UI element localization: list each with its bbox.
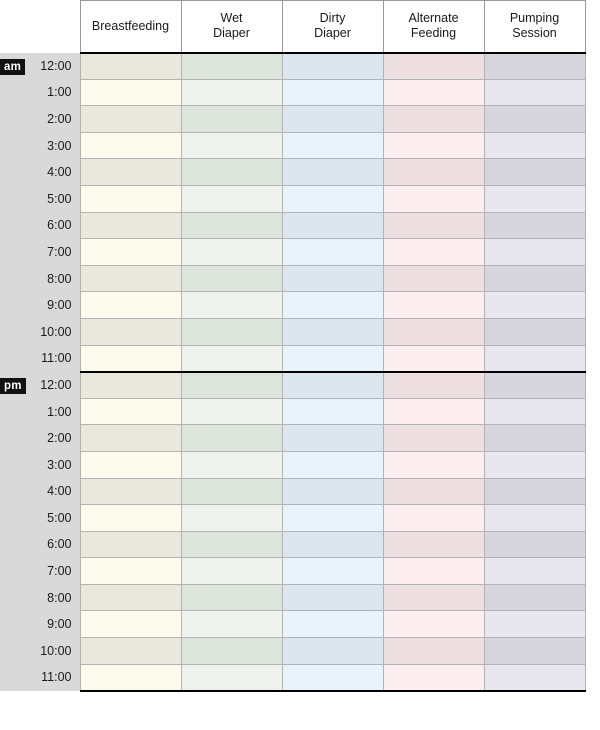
table-row [0, 106, 585, 133]
time-label: 12:00 [28, 53, 80, 80]
log-cell[interactable] [181, 584, 282, 611]
period-cell [0, 451, 28, 478]
log-cell[interactable] [383, 79, 484, 106]
log-cell[interactable] [80, 451, 181, 478]
log-cell[interactable] [80, 265, 181, 292]
time-label: 9:00 [28, 611, 80, 638]
log-cell[interactable] [181, 185, 282, 212]
log-cell[interactable] [484, 664, 585, 691]
log-cell[interactable] [80, 318, 181, 345]
log-cell[interactable] [484, 239, 585, 266]
log-cell[interactable] [282, 611, 383, 638]
log-cell[interactable] [383, 398, 484, 425]
time-label: 4:00 [28, 478, 80, 505]
log-cell[interactable] [181, 398, 282, 425]
log-cell[interactable] [383, 531, 484, 558]
log-cell[interactable] [484, 611, 585, 638]
log-cell[interactable] [484, 398, 585, 425]
table-row [0, 265, 585, 292]
log-cell[interactable] [282, 132, 383, 159]
log-cell[interactable] [181, 425, 282, 452]
log-cell[interactable] [181, 53, 282, 80]
log-cell[interactable] [80, 398, 181, 425]
log-cell[interactable] [383, 611, 484, 638]
column-header-wet-diaper [181, 1, 282, 53]
column-header-dirty-diaper [282, 1, 383, 53]
period-cell [0, 584, 28, 611]
table-row [0, 372, 585, 399]
log-cell[interactable] [282, 505, 383, 532]
log-cell[interactable] [80, 505, 181, 532]
log-cell[interactable] [181, 531, 282, 558]
log-cell[interactable] [181, 132, 282, 159]
table-row [0, 451, 585, 478]
log-cell[interactable] [484, 79, 585, 106]
period-cell [0, 505, 28, 532]
log-cell[interactable] [80, 425, 181, 452]
period-cell [0, 159, 28, 186]
period-cell [0, 611, 28, 638]
log-cell[interactable] [181, 106, 282, 133]
log-cell[interactable] [383, 318, 484, 345]
period-cell [0, 292, 28, 319]
log-cell[interactable] [484, 212, 585, 239]
log-cell[interactable] [484, 159, 585, 186]
period-cell [0, 79, 28, 106]
period-cell [0, 372, 28, 399]
time-label: 1:00 [28, 398, 80, 425]
table-row [0, 53, 585, 80]
time-label: 5:00 [28, 505, 80, 532]
table-row [0, 664, 585, 691]
log-cell[interactable] [80, 584, 181, 611]
log-cell[interactable] [484, 292, 585, 319]
column-header-line: Breastfeeding [91, 18, 170, 33]
time-label: 3:00 [28, 451, 80, 478]
log-cell[interactable] [484, 478, 585, 505]
log-cell[interactable] [80, 292, 181, 319]
log-cell[interactable] [383, 239, 484, 266]
log-cell[interactable] [181, 265, 282, 292]
log-cell[interactable] [181, 638, 282, 665]
column-header-breastfeeding [80, 1, 181, 53]
log-cell[interactable] [282, 478, 383, 505]
period-cell [0, 185, 28, 212]
log-cell[interactable] [282, 292, 383, 319]
table-row [0, 239, 585, 266]
period-cell [0, 106, 28, 133]
log-cell[interactable] [80, 478, 181, 505]
log-cell[interactable] [282, 185, 383, 212]
time-label: 10:00 [28, 638, 80, 665]
time-label: 5:00 [28, 185, 80, 212]
log-cell[interactable] [282, 53, 383, 80]
period-cell [0, 265, 28, 292]
log-cell[interactable] [181, 505, 282, 532]
column-header-line: Pumping [509, 11, 560, 26]
log-cell[interactable] [383, 265, 484, 292]
log-cell[interactable] [282, 79, 383, 106]
log-cell[interactable] [484, 185, 585, 212]
log-cell[interactable] [80, 185, 181, 212]
period-cell [0, 638, 28, 665]
table-row [0, 584, 585, 611]
table-row [0, 531, 585, 558]
log-cell[interactable] [282, 159, 383, 186]
log-cell[interactable] [80, 611, 181, 638]
column-header-line: Diaper [314, 26, 351, 41]
log-cell[interactable] [181, 451, 282, 478]
time-label: 6:00 [28, 212, 80, 239]
table-row [0, 345, 585, 372]
log-cell[interactable] [383, 53, 484, 80]
log-cell[interactable] [484, 265, 585, 292]
time-label: 7:00 [28, 558, 80, 585]
log-cell[interactable] [383, 372, 484, 399]
time-label: 2:00 [28, 106, 80, 133]
log-cell[interactable] [484, 584, 585, 611]
log-cell[interactable] [484, 318, 585, 345]
corner-cell-time [28, 1, 80, 53]
column-header-pumping-session [484, 1, 585, 53]
period-cell [0, 132, 28, 159]
log-cell[interactable] [181, 345, 282, 372]
log-cell[interactable] [181, 292, 282, 319]
period-cell [0, 531, 28, 558]
log-cell[interactable] [383, 106, 484, 133]
period-cell [0, 239, 28, 266]
table-row [0, 611, 585, 638]
time-label: 2:00 [28, 425, 80, 452]
log-cell[interactable] [484, 425, 585, 452]
column-header-line: Alternate [408, 11, 459, 26]
log-cell[interactable] [383, 292, 484, 319]
column-header-line: Diaper [213, 26, 250, 41]
log-cell[interactable] [282, 318, 383, 345]
log-cell[interactable] [181, 159, 282, 186]
period-cell [0, 478, 28, 505]
time-label: 6:00 [28, 531, 80, 558]
log-cell[interactable] [282, 531, 383, 558]
column-header-line: Feeding [410, 26, 457, 41]
log-cell[interactable] [80, 79, 181, 106]
table-row [0, 558, 585, 585]
table-row [0, 292, 585, 319]
log-cell[interactable] [484, 505, 585, 532]
log-cell[interactable] [383, 558, 484, 585]
log-cell[interactable] [383, 451, 484, 478]
time-label: 1:00 [28, 79, 80, 106]
log-cell[interactable] [282, 558, 383, 585]
log-cell[interactable] [484, 372, 585, 399]
period-cell [0, 53, 28, 80]
log-cell[interactable] [181, 664, 282, 691]
period-cell [0, 318, 28, 345]
log-cell[interactable] [282, 345, 383, 372]
log-cell[interactable] [80, 212, 181, 239]
log-cell[interactable] [80, 531, 181, 558]
log-cell[interactable] [484, 345, 585, 372]
column-header-line: Session [512, 26, 557, 41]
log-cell[interactable] [484, 558, 585, 585]
table-row [0, 79, 585, 106]
log-cell[interactable] [181, 212, 282, 239]
time-label: 8:00 [28, 265, 80, 292]
column-header-line: Dirty [319, 11, 346, 26]
time-label: 11:00 [28, 345, 80, 372]
log-cell[interactable] [80, 372, 181, 399]
log-cell[interactable] [181, 318, 282, 345]
log-cell[interactable] [282, 372, 383, 399]
column-header-line: Wet [220, 11, 243, 26]
log-cell[interactable] [181, 478, 282, 505]
time-label: 12:00 [28, 372, 80, 399]
log-cell[interactable] [282, 398, 383, 425]
table-row [0, 505, 585, 532]
table-row [0, 159, 585, 186]
table-row [0, 638, 585, 665]
log-cell[interactable] [282, 265, 383, 292]
table-row [0, 425, 585, 452]
time-label: 11:00 [28, 664, 80, 691]
header-row [0, 1, 585, 53]
log-cell[interactable] [282, 584, 383, 611]
log-cell[interactable] [383, 638, 484, 665]
log-cell[interactable] [80, 638, 181, 665]
log-cell[interactable] [484, 531, 585, 558]
time-label: 4:00 [28, 159, 80, 186]
period-cell [0, 664, 28, 691]
log-cell[interactable] [383, 478, 484, 505]
period-cell [0, 212, 28, 239]
log-cell[interactable] [484, 132, 585, 159]
column-header-alternate-feeding [383, 1, 484, 53]
log-cell[interactable] [282, 664, 383, 691]
log-cell[interactable] [80, 664, 181, 691]
log-cell[interactable] [383, 185, 484, 212]
log-cell[interactable] [383, 425, 484, 452]
log-cell[interactable] [80, 132, 181, 159]
log-cell[interactable] [282, 638, 383, 665]
log-cell[interactable] [80, 558, 181, 585]
table-row [0, 398, 585, 425]
log-cell[interactable] [383, 664, 484, 691]
log-cell[interactable] [80, 159, 181, 186]
log-cell[interactable] [181, 558, 282, 585]
period-badge: pm [0, 378, 26, 394]
log-cell[interactable] [282, 425, 383, 452]
log-cell[interactable] [181, 239, 282, 266]
table-row [0, 132, 585, 159]
time-label: 8:00 [28, 584, 80, 611]
log-cell[interactable] [80, 53, 181, 80]
log-cell[interactable] [80, 345, 181, 372]
log-cell[interactable] [181, 611, 282, 638]
log-cell[interactable] [383, 212, 484, 239]
time-label: 9:00 [28, 292, 80, 319]
table-body [0, 53, 585, 691]
log-cell[interactable] [383, 584, 484, 611]
table-header [0, 1, 585, 53]
table-row [0, 318, 585, 345]
corner-cell [0, 1, 28, 53]
log-cell[interactable] [383, 505, 484, 532]
time-label: 7:00 [28, 239, 80, 266]
period-cell [0, 425, 28, 452]
period-badge: am [0, 59, 25, 75]
table-row [0, 185, 585, 212]
table-row [0, 212, 585, 239]
period-cell [0, 558, 28, 585]
time-label: 3:00 [28, 132, 80, 159]
period-cell [0, 398, 28, 425]
table-row [0, 478, 585, 505]
time-label: 10:00 [28, 318, 80, 345]
period-cell [0, 345, 28, 372]
log-cell[interactable] [484, 106, 585, 133]
log-cell[interactable] [181, 372, 282, 399]
log-cell[interactable] [181, 79, 282, 106]
log-cell[interactable] [282, 106, 383, 133]
log-cell[interactable] [484, 53, 585, 80]
log-cell[interactable] [282, 212, 383, 239]
log-cell[interactable] [484, 638, 585, 665]
log-cell[interactable] [383, 345, 484, 372]
log-cell[interactable] [80, 239, 181, 266]
log-cell[interactable] [282, 451, 383, 478]
log-cell[interactable] [383, 159, 484, 186]
log-cell[interactable] [80, 106, 181, 133]
log-cell[interactable] [484, 451, 585, 478]
log-cell[interactable] [383, 132, 484, 159]
log-cell[interactable] [282, 239, 383, 266]
